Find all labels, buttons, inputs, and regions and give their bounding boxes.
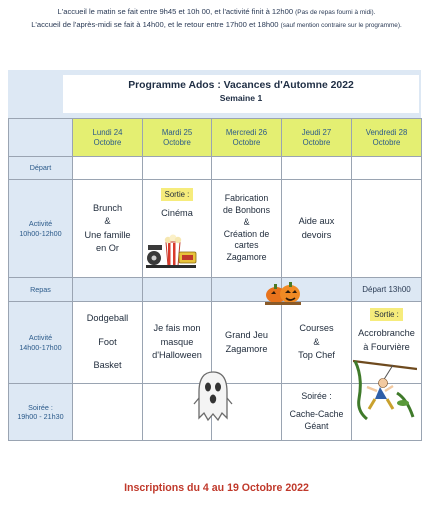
cell-matin-vendredi [352,180,422,278]
cell-depart-mercredi [212,157,282,180]
cell-depart-lundi [73,157,143,180]
day-month: Octobre [93,137,122,147]
activity-line: Brunch [92,202,123,213]
corner-cell [9,119,73,157]
row-label-activite-matin [9,180,73,278]
day-header-row [9,119,422,157]
activity-line: Accrobranche [358,328,415,339]
row-label-hours: 14h00-17h00 [19,342,62,352]
row-label-text: Soirée : [28,402,53,412]
activity-line: Zagamore [225,343,268,354]
cell-aprem-lundi [73,302,143,384]
intro-line-1-text: L'accueil le matin se fait entre 9h45 et 10h 00, et l'activité finit à 12h00 [57,7,294,16]
activity-line: Cinéma [161,208,193,219]
cell-matin-mercredi [212,180,282,278]
day-month: Octobre [372,137,401,147]
cell-depart-vendredi [352,157,422,180]
activity-line: Top Chef [298,350,335,361]
activity-line: & [313,336,320,347]
activity-line: & [243,216,250,227]
activity-line: cartes [234,240,259,251]
day-header-mardi [143,119,212,157]
day-header-lundi [73,119,143,157]
day-name: Jeudi 27 [301,127,332,137]
row-label-text: Activité [28,219,53,229]
activity-line: Zagamore [226,252,267,263]
row-label-hours: 10h00-12h00 [19,228,62,238]
program-title: Programme Ados : Vacances d'Automne 2022 [128,80,354,91]
activity-line: Fabrication [224,192,269,203]
day-month: Octobre [302,137,331,147]
intro-line-1-note: (Pas de repas fourni à midi). [295,9,376,16]
row-label-depart: Départ [9,157,73,180]
row-label-hours: 19h00 - 21h30 [17,412,64,421]
row-label-soiree [9,384,73,441]
activity-line: Géant [304,420,329,431]
activity-line: Basket [93,360,122,371]
row-activite-matin [9,180,422,278]
sortie-tag: Sortie : [370,308,403,321]
halloween-pumpkin-icon [265,275,301,305]
activity-line: de Bonbons [223,204,270,215]
activity-line: & [104,216,111,227]
day-name: Lundi 24 [92,127,123,137]
cell-matin-lundi [73,180,143,278]
day-header-vendredi [352,119,422,157]
row-repas [9,278,422,302]
activity-line: Dodgeball [86,313,129,324]
day-header-jeudi [282,119,352,157]
activity-line: Cache-Cache [289,409,344,420]
ghost-icon [193,368,233,424]
activity-line: masque [160,336,194,347]
intro-line-2-note: (sauf mention contraire sur le programme). [280,22,402,29]
cell-repas-mardi [143,278,212,302]
day-name: Mardi 25 [161,127,193,137]
soiree-title: Soirée : [301,391,332,402]
activity-line: à Fourvière [363,341,410,352]
activity-line: Grand Jeu [225,330,268,341]
intro-line-1 [0,7,433,16]
inscriptions-footer: Inscriptions du 4 au 19 Octobre 2022 [124,482,309,494]
row-depart [9,157,422,180]
cell-depart-jeudi [282,157,352,180]
activity-line: Je fais mon [153,323,201,334]
program-header [63,75,419,113]
program-week: Semaine 1 [219,93,263,103]
intro-line-2 [0,20,433,29]
sortie-tag: Sortie : [161,188,194,201]
activity-line: Foot [98,336,117,347]
activity-line: d'Halloween [152,350,202,361]
cell-depart-mardi [143,157,212,180]
activity-line: Une famille [84,229,131,240]
cell-repas-vendredi: Départ 13h00 [352,278,422,302]
day-month: Octobre [232,137,261,147]
cell-soiree-jeudi [282,384,352,441]
accrobranche-icon [353,359,417,421]
row-label-repas: Repas [9,278,73,302]
cinema-clipart-icon [146,228,198,270]
cell-repas-lundi [73,278,143,302]
cell-matin-jeudi [282,180,352,278]
row-label-activite-aprem [9,302,73,384]
day-name: Mercredi 26 [225,127,268,137]
cell-aprem-jeudi [282,302,352,384]
day-header-mercredi [212,119,282,157]
intro-line-2-text: L'accueil de l'après-midi se fait à 14h00, et le retour entre 17h00 et 18h00 [31,20,279,29]
activity-line: Création de [223,228,270,239]
activity-line: en Or [96,242,119,253]
activity-line: Courses [299,323,334,334]
row-label-text: Activité [28,333,53,343]
cell-soiree-lundi [73,384,143,441]
activity-line: Aide aux [298,216,335,227]
activity-line: devoirs [301,229,332,240]
day-month: Octobre [163,137,191,147]
day-name: Vendredi 28 [365,127,408,137]
